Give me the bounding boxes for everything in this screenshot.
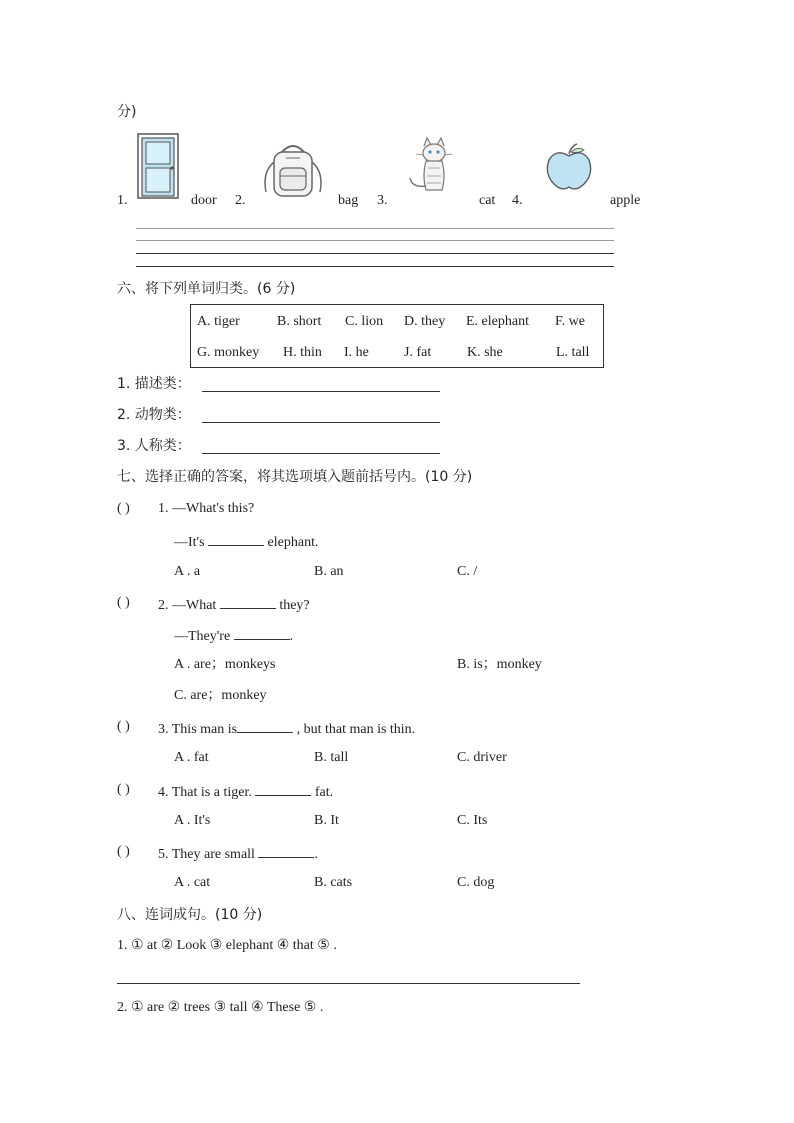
q4-stem-b: fat. — [314, 785, 334, 800]
q2-blank-2[interactable] — [234, 625, 290, 640]
q5-stem-a: 5. They are small — [158, 847, 255, 862]
word-d: D. they — [404, 314, 446, 329]
q1-stem: 1. —What's this? — [158, 501, 255, 516]
word-f: F. we — [555, 314, 585, 329]
q1-blank[interactable] — [208, 531, 264, 546]
word-h: H. thin — [283, 345, 322, 360]
q3-option-a: A . fat — [174, 750, 209, 765]
sentence-2-words: 2. ① are ② trees ③ tall ④ These ⑤ . — [117, 1000, 324, 1015]
q4-option-b: B. It — [314, 813, 339, 828]
backpack-icon — [258, 138, 328, 202]
q1-answer-paren[interactable]: ( ) — [117, 501, 130, 516]
q2-line2-b: . — [289, 629, 294, 644]
q2-stem-a: 2. —What — [158, 598, 217, 613]
word-k: K. she — [467, 345, 503, 360]
q1-line2 — [174, 531, 318, 552]
picture-item-num-1: 1. — [117, 193, 128, 208]
q2-option-c: C. are；monkey — [174, 688, 267, 703]
q1-line2-a: —It's — [174, 535, 205, 550]
category-pronouns: 3. 人称类： — [117, 438, 191, 454]
picture-item-num-3: 3. — [377, 193, 388, 208]
section6-heading: 六、将下列单词归类。(6 分) — [117, 281, 296, 297]
category-animals-blank[interactable] — [202, 422, 440, 423]
q2-answer-paren[interactable]: ( ) — [117, 595, 130, 610]
q3-stem-b: , but that man is thin. — [296, 722, 416, 737]
q1-option-a: A . a — [174, 564, 201, 579]
q2-option-b: B. is；monkey — [457, 657, 542, 672]
picture-word-apple: apple — [610, 193, 641, 208]
q5-option-b: B. cats — [314, 875, 353, 890]
picture-item-num-4: 4. — [512, 193, 523, 208]
sentence-1-answer-line[interactable] — [117, 983, 580, 984]
q3-stem — [158, 718, 415, 739]
cat-icon — [404, 136, 460, 196]
q4-answer-paren[interactable]: ( ) — [117, 782, 130, 797]
q5-blank[interactable] — [258, 843, 314, 858]
writing-line-1 — [136, 228, 614, 229]
q5-answer-paren[interactable]: ( ) — [117, 844, 130, 859]
picture-item-num-2: 2. — [235, 193, 246, 208]
writing-line-3 — [136, 253, 614, 254]
category-descriptive-blank[interactable] — [202, 391, 440, 392]
q2-stem — [158, 594, 310, 615]
word-a: A. tiger — [197, 314, 240, 329]
q5-option-c: C. dog — [457, 875, 495, 890]
q5-option-a: A . cat — [174, 875, 211, 890]
q5-stem-b: . — [314, 847, 318, 862]
q3-option-b: B. tall — [314, 750, 349, 765]
q1-line2-b: elephant. — [267, 535, 319, 550]
door-icon — [136, 132, 182, 200]
apple-icon — [544, 142, 594, 192]
word-e: E. elephant — [466, 314, 529, 329]
q5-stem — [158, 843, 318, 864]
section7-heading: 七、选择正确的答案，将其选项填入题前括号内。(10 分) — [117, 469, 473, 485]
picture-word-bag: bag — [338, 193, 359, 208]
q2-line2-a: —They're — [174, 629, 231, 644]
q4-stem — [158, 781, 333, 802]
writing-line-2 — [136, 240, 614, 241]
sentence-1-words: 1. ① at ② Look ③ elephant ④ that ⑤ . — [117, 938, 337, 953]
q4-option-c: C. Its — [457, 813, 488, 828]
word-i: I. he — [344, 345, 369, 360]
section8-heading: 八、连词成句。(10 分) — [117, 907, 263, 923]
q3-stem-a: 3. This man is — [158, 722, 238, 737]
q2-stem-b: they? — [279, 598, 310, 613]
q4-blank[interactable] — [255, 781, 311, 796]
word-c: C. lion — [345, 314, 384, 329]
q3-blank[interactable] — [237, 718, 293, 733]
category-descriptive: 1. 描述类： — [117, 376, 191, 392]
word-b: B. short — [277, 314, 322, 329]
q4-option-a: A . It's — [174, 813, 211, 828]
q2-blank-1[interactable] — [220, 594, 276, 609]
q1-option-c: C. / — [457, 564, 478, 579]
word-j: J. fat — [404, 345, 432, 360]
writing-line-4 — [136, 266, 614, 267]
picture-word-cat: cat — [479, 193, 496, 208]
q3-answer-paren[interactable]: ( ) — [117, 719, 130, 734]
word-l: L. tall — [556, 345, 590, 360]
category-animals: 2. 动物类： — [117, 407, 191, 423]
q4-stem-a: 4. That is a tiger. — [158, 785, 252, 800]
q3-option-c: C. driver — [457, 750, 507, 765]
picture-word-door: door — [191, 193, 217, 208]
q2-line2 — [174, 625, 293, 646]
top-fragment: 分) — [117, 104, 137, 120]
q1-option-b: B. an — [314, 564, 344, 579]
q2-option-a: A . are；monkeys — [174, 657, 276, 672]
category-pronouns-blank[interactable] — [202, 453, 440, 454]
word-g: G. monkey — [197, 345, 260, 360]
